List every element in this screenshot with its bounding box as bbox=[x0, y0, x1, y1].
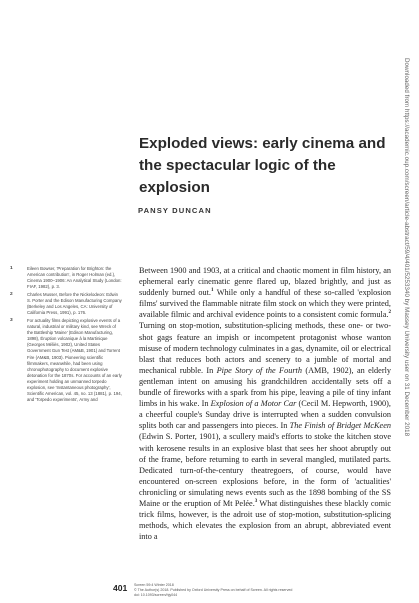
copyright-line: © The Author(s) 2018. Published by Oxford University Press on behalf of Screen. All rights reserved bbox=[134, 587, 293, 592]
footnote bbox=[10, 292, 122, 316]
download-watermark: Downloaded from https://academic.oup.com/screen/article-abstract/59/4/401/5253340 by Massey University user on 31 December 2018 bbox=[403, 58, 410, 437]
author-name: PANSY DUNCAN bbox=[138, 206, 212, 215]
footnote-ref[interactable]: 1 bbox=[211, 288, 214, 294]
footnote-number: 2 bbox=[10, 291, 13, 297]
film-title: Explosion of a Motor Car bbox=[210, 399, 297, 409]
article-title: Exploded views: early cinema and the spectacular logic of the explosion bbox=[139, 135, 386, 196]
footnote bbox=[10, 266, 122, 290]
film-title: Pipe Story of the Fourth bbox=[216, 365, 302, 375]
journal-info bbox=[134, 583, 404, 598]
footnote-ref[interactable]: 3 bbox=[254, 498, 258, 504]
footnote-ref[interactable]: 2 bbox=[388, 310, 391, 316]
footnote-text: For actuality films depicting explosive events of a natural, industrial or military kind, see Wreck of the Battleship 'Maine' (Edison Manufacturing, 1898), Éruption volcanique à la Martinique (Georges Méliès, 1902), United States Government Gun Test (AM&B, 1901) and Torrent Fire (AM&B, 1903). Pioneering scientific filmmakers, meanwhile, had been using chronophotography to document explosive detonation for the 1870s. For accounts of an early experiment holding an unmanned torpedo explosion, see 'Instantaneous photography', Scientific American, vol. 45, no. 13 (1881), p. 194, and 'Torpedo experiments', Army and bbox=[27, 317, 122, 403]
footnotes bbox=[10, 266, 122, 405]
footnote-text: Charles Musser, Before the Nickelodeon: Edwin S. Porter and the Edison Manufacturing Company (Berkeley and Los Angeles, CA: University of California Press, 1991), p. 176. bbox=[27, 291, 122, 316]
body-paragraph: Between 1900 and 1903, at a critical and chaotic moment in film history, an ephemeral early cinematic genre flared up, blazed brightly, and just as suddenly burned out.$^1$ While only a handful of these so-called 'explosion films' survived the flammable nitrate film stock on which they were printed, available filmic and archival evidence points to a consistent comic formula.$^2$ Turning on stop-motion, substitution-splicing methods, these one- or two-shot gags feature an impish or incompetent protagonist whose wanton misuse of modern technology culminates in a gas, dynamite, oil or electrical blast that reduces both actors and scenery to a jumble of mortal and mechanical rubble. In Pipe Story of the Fourth (AMB, 1902), an elderly gentleman intent on amusing his grandchildren accidentally sets off a bundle of fireworks with a spark from his pipe, leaving a pile of tiny infant limbs in his wake. In Explosion of a Motor Car (Cecil M. Hepworth, 1900), a cheerful couple's Sunday drive is interrupted when a sudden convulsion splits both car and passengers into pieces. In The Finish of Bridget McKeen (Edwin S. Porter, 1901), a scullery maid's efforts to stoke the kitchen stove with kerosene results in an explosive blast that sees her shoot abruptly out of the frame, before returning to earth in several mangled, mutilated parts. Dedicated turn-of-the-century theatregoers, of course, would have encountered on-screen explosions before, in the form of 'actualities' chronicling or simulating news events such as the 1898 bombing of the SS Maine or the eruption of Mt Pelée.$^3$ What distinguishes these blackly comic trick films, however, is the adroit use of stop-motion, substitution-splicing methods, which elevates the explosion from an abrupt, abbreviated event into a bbox=[139, 266, 391, 542]
body-text bbox=[139, 265, 391, 542]
footnote-number: 1 bbox=[10, 266, 13, 271]
footnote bbox=[10, 318, 122, 403]
page-number: 401 bbox=[113, 583, 128, 593]
film-title: The Finish of Bridget McKeen bbox=[289, 421, 391, 431]
doi-line: doi: 10.1093/screen/hjy044 bbox=[134, 592, 178, 597]
journal-line: Screen 59:4 Winter 2018 bbox=[134, 583, 174, 587]
footnote-number: 3 bbox=[10, 317, 13, 323]
footnote-text: Eileen Bowser, 'Preparation for Brighton: the American contribution', in Roger Holman (ed.), Cinema 1900–1906: An Analytical Study (London: FIAF, 1982), p. 3. bbox=[27, 266, 122, 290]
